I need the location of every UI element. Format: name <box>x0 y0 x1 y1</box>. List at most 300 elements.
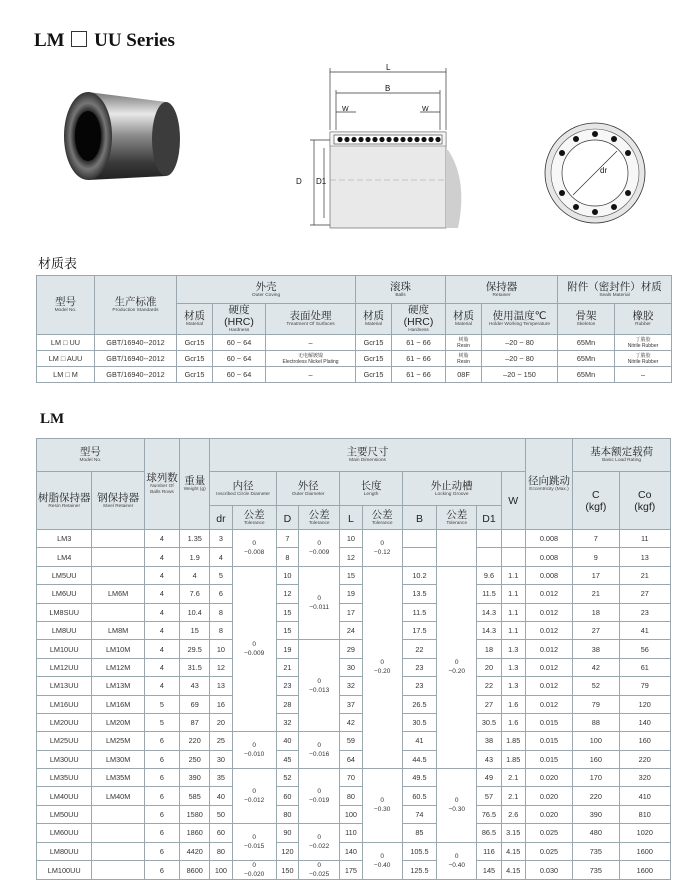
mat-balls-header: 滚珠 Balls <box>356 276 446 304</box>
lm-cell-W <box>501 530 525 548</box>
bearing-photo <box>58 80 192 190</box>
lm-cell-dr: 3 <box>210 530 232 548</box>
mat-cell-c_mat: Gcr15 <box>177 367 213 383</box>
lm-cell-e: 0.030 <box>525 861 572 880</box>
lm-cell-e: 0.015 <box>525 713 572 731</box>
label-dr: dr <box>600 166 608 175</box>
title-suffix: UU Series <box>94 30 175 51</box>
lm-cell-n: 6 <box>144 769 179 787</box>
lm-cell-Co: 1020 <box>619 824 670 842</box>
lm-cell-r: LM6UU <box>37 585 92 603</box>
lm-cell-B: 85 <box>402 824 436 842</box>
placeholder-box-icon <box>71 31 87 47</box>
lm-cell-C: 735 <box>573 861 619 880</box>
lm-cell-D: 12 <box>276 585 298 603</box>
lm-cell-B: 11.5 <box>402 603 436 621</box>
lm-D1-header: D1 <box>477 506 501 530</box>
lm-cell-dr: 8 <box>210 603 232 621</box>
lm-cell-D1: 14.3 <box>477 621 501 639</box>
label-B: B <box>385 84 391 93</box>
lm-rows-header: 球列数 Number Of Balls Rows <box>144 439 179 530</box>
lm-B-header: B <box>402 506 436 530</box>
lm-cell-L: 32 <box>340 677 362 695</box>
mat-cell-skel: 65Mn <box>558 351 615 367</box>
mat-cell-std: GBT/16940--2012 <box>95 351 177 367</box>
lm-cell-s <box>92 566 144 584</box>
mat-cell-skel: 65Mn <box>558 335 615 351</box>
lm-table-row <box>37 658 671 676</box>
lm-table-row <box>37 677 671 695</box>
mat-cell-b_mat: Gcr15 <box>356 367 392 383</box>
lm-cell-r: LM4 <box>37 548 92 566</box>
lm-dr-tol-header: 公差 Tolerance <box>232 506 276 530</box>
lm-cell-w: 29.5 <box>180 640 210 658</box>
mat-cell-r_mat: 08F <box>446 367 482 383</box>
lm-cell-s <box>92 548 144 566</box>
lm-weight-header: 重量 Weight (g) <box>180 439 210 530</box>
lm-cell-w: 1.35 <box>180 530 210 548</box>
lm-cell-n: 6 <box>144 861 179 880</box>
label-W1: W <box>342 106 349 113</box>
lm-cell-r: LM13UU <box>37 677 92 695</box>
lm-cell-Co: 11 <box>619 530 670 548</box>
lm-cell-D1: 18 <box>477 640 501 658</box>
tolerance-L: 0 −0.20 <box>362 566 402 768</box>
mat-subheader-5: 材质 Material <box>446 304 482 335</box>
lm-cell-W: 3.15 <box>501 824 525 842</box>
lm-cell-w: 8600 <box>180 861 210 880</box>
lm-table-row <box>37 640 671 658</box>
mat-cell-rub: – <box>615 367 672 383</box>
tolerance-dr: 0 −0.008 <box>232 530 276 567</box>
material-row <box>37 351 672 367</box>
lm-cell-D1: 27 <box>477 695 501 713</box>
lm-cell-dr: 10 <box>210 640 232 658</box>
lm-cell-dr: 16 <box>210 695 232 713</box>
lm-dr-header: dr <box>210 506 232 530</box>
mat-subheader-4: 硬度 (HRC) Hardness <box>392 304 446 335</box>
lm-C-header: C (kgf) <box>573 472 619 530</box>
lm-cell-Co: 320 <box>619 769 670 787</box>
lm-cell-L: 80 <box>340 787 362 805</box>
tolerance-D: 0 −0.016 <box>299 732 340 769</box>
lm-cell-Co: 160 <box>619 732 670 750</box>
lm-cell-D1: 9.6 <box>477 566 501 584</box>
lm-cell-s <box>92 861 144 880</box>
lm-cell-W: 4.15 <box>501 861 525 880</box>
lm-cell-r: LM10UU <box>37 640 92 658</box>
lm-Co-header: Co (kgf) <box>619 472 670 530</box>
lm-L-tol-header: 公差 Tolerance <box>362 506 402 530</box>
lm-table-row <box>37 603 671 621</box>
lm-cell-D: 60 <box>276 787 298 805</box>
lm-cell-n: 6 <box>144 732 179 750</box>
lm-cell-e: 0.012 <box>525 658 572 676</box>
mat-cell-c_treat: 无电解镀镍 Electroless Nickel Plating <box>266 351 356 367</box>
lm-cell-dr: 40 <box>210 787 232 805</box>
lm-cell-s: LM12M <box>92 658 144 676</box>
mat-cell-std: GBT/16940--2012 <box>95 367 177 383</box>
lm-cell-B: 41 <box>402 732 436 750</box>
lm-cell-r: LM60UU <box>37 824 92 842</box>
lm-cell-C: 27 <box>573 621 619 639</box>
mat-cell-r_temp: –20 ~ 150 <box>482 367 558 383</box>
lm-cell-n: 5 <box>144 713 179 731</box>
lm-cell-L: 70 <box>340 769 362 787</box>
mat-cell-b_hrc: 61 ~ 66 <box>392 367 446 383</box>
lm-cell-s: LM16M <box>92 695 144 713</box>
lm-cell-D: 40 <box>276 732 298 750</box>
mat-retainer-header: 保持器 Retainer <box>446 276 558 304</box>
lm-cell-e: 0.008 <box>525 530 572 548</box>
lm-resin-header: 树脂保持器 Resin Retainer <box>37 472 92 530</box>
lm-cell-n: 4 <box>144 677 179 695</box>
lm-cell-n: 4 <box>144 640 179 658</box>
lm-cell-e: 0.012 <box>525 640 572 658</box>
tolerance-B: 0 −0.40 <box>437 842 477 879</box>
lm-table-row <box>37 695 671 713</box>
lm-cell-L: 10 <box>340 530 362 548</box>
lm-cell-dr: 5 <box>210 566 232 584</box>
lm-cell-s: LM35M <box>92 769 144 787</box>
lm-D-tol-header: 公差 Tolerance <box>299 506 340 530</box>
lm-cell-B: 23 <box>402 677 436 695</box>
lm-cell-Co: 79 <box>619 677 670 695</box>
lm-cell-W: 2.1 <box>501 787 525 805</box>
lm-dimension-table <box>36 438 671 880</box>
lm-cell-e: 0.020 <box>525 787 572 805</box>
lm-cell-D1: 145 <box>477 861 501 880</box>
lm-cell-n: 4 <box>144 585 179 603</box>
lm-cell-D1: 57 <box>477 787 501 805</box>
lm-cell-s: LM13M <box>92 677 144 695</box>
lm-cell-L: 140 <box>340 842 362 860</box>
lm-B-tol-header: 公差 Tolerance <box>437 506 477 530</box>
lm-cell-Co: 120 <box>619 695 670 713</box>
lm-cell-C: 42 <box>573 658 619 676</box>
tolerance-dr: 0 −0.015 <box>232 824 276 861</box>
lm-model-header: 型号 Model No. <box>37 439 145 472</box>
mat-cell-model: LM □ UU <box>37 335 95 351</box>
lm-cell-dr: 25 <box>210 732 232 750</box>
lm-cell-B <box>402 548 436 566</box>
lm-cell-D1: 11.5 <box>477 585 501 603</box>
lm-cell-D1: 76.5 <box>477 805 501 823</box>
lm-cell-e: 0.025 <box>525 842 572 860</box>
lm-cell-Co: 41 <box>619 621 670 639</box>
lm-cell-s: LM10M <box>92 640 144 658</box>
lm-L-header: L <box>340 506 362 530</box>
lm-cell-s <box>92 805 144 823</box>
lm-cell-r: LM5UU <box>37 566 92 584</box>
lm-cell-dr: 30 <box>210 750 232 768</box>
lm-steel-header: 钢保持器 Steel Retainer <box>92 472 144 530</box>
tolerance-D: 0 −0.019 <box>299 769 340 824</box>
mat-model-header: 型号 Model No. <box>37 276 95 335</box>
lm-cell-D1: 14.3 <box>477 603 501 621</box>
lm-table-row <box>37 548 671 566</box>
lm-cell-D1: 22 <box>477 677 501 695</box>
lm-cell-C: 17 <box>573 566 619 584</box>
lm-cell-C: 100 <box>573 732 619 750</box>
mat-cover-header: 外壳 Outer Coving <box>177 276 356 304</box>
lm-cell-dr: 50 <box>210 805 232 823</box>
lm-cell-D1: 20 <box>477 658 501 676</box>
lm-cell-r: LM80UU <box>37 842 92 860</box>
mat-cell-model: LM □ M <box>37 367 95 383</box>
lm-cell-s: LM20M <box>92 713 144 731</box>
lm-cell-dr: 6 <box>210 585 232 603</box>
lm-cell-C: 52 <box>573 677 619 695</box>
lm-table-row <box>37 750 671 768</box>
lm-cell-L: 17 <box>340 603 362 621</box>
lm-cell-e: 0.008 <box>525 566 572 584</box>
lm-cell-dr: 35 <box>210 769 232 787</box>
lm-cell-r: LM12UU <box>37 658 92 676</box>
lm-cell-L: 100 <box>340 805 362 823</box>
lm-cell-D: 23 <box>276 677 298 695</box>
lm-cell-D: 19 <box>276 640 298 658</box>
lm-cell-Co: 220 <box>619 750 670 768</box>
lm-cell-D: 21 <box>276 658 298 676</box>
lm-cell-r: LM8SUU <box>37 603 92 621</box>
lm-cell-B: 60.5 <box>402 787 436 805</box>
lm-cell-L: 64 <box>340 750 362 768</box>
lm-cell-r: LM30UU <box>37 750 92 768</box>
mat-cell-c_treat: – <box>266 335 356 351</box>
material-row <box>37 367 672 383</box>
lm-cell-C: 9 <box>573 548 619 566</box>
lm-table-row <box>37 787 671 805</box>
lm-cell-r: LM35UU <box>37 769 92 787</box>
lm-cell-dr: 4 <box>210 548 232 566</box>
lm-cell-n: 4 <box>144 621 179 639</box>
lm-cell-n: 6 <box>144 750 179 768</box>
lm-W-header: W <box>501 472 525 530</box>
lm-table-row <box>37 805 671 823</box>
lm-cell-C: 79 <box>573 695 619 713</box>
lm-cell-dr: 60 <box>210 824 232 842</box>
mat-cell-b_hrc: 61 ~ 66 <box>392 351 446 367</box>
lm-cell-W: 1.1 <box>501 585 525 603</box>
tolerance-L: 0 −0.40 <box>362 842 402 879</box>
lm-cell-n: 4 <box>144 566 179 584</box>
lm-cell-L: 30 <box>340 658 362 676</box>
lm-cell-B: 17.5 <box>402 621 436 639</box>
lm-cell-W: 1.1 <box>501 621 525 639</box>
lm-cell-Co: 1600 <box>619 861 670 880</box>
lm-cell-w: 87 <box>180 713 210 731</box>
lm-cell-Co: 13 <box>619 548 670 566</box>
mat-cell-r_mat: 树脂 Resin <box>446 335 482 351</box>
tolerance-dr: 0 −0.010 <box>232 732 276 769</box>
label-W2: W <box>422 106 429 113</box>
lm-cell-dr: 80 <box>210 842 232 860</box>
mat-cell-rub: 丁腈胶 Nitrile Rubber <box>615 335 672 351</box>
lm-cell-e: 0.025 <box>525 824 572 842</box>
mat-cell-model: LM □ AUU <box>37 351 95 367</box>
lm-cell-C: 735 <box>573 842 619 860</box>
lm-cell-W <box>501 548 525 566</box>
lm-cell-C: 18 <box>573 603 619 621</box>
lm-eccentricity-header: 径向跳动 Eccentricity (Max.) <box>525 439 572 530</box>
label-D: D <box>296 177 302 186</box>
side-section-drawing <box>268 60 498 230</box>
tolerance-D: 0 −0.009 <box>299 530 340 567</box>
lm-cell-Co: 140 <box>619 713 670 731</box>
lm-cell-B: 30.5 <box>402 713 436 731</box>
tolerance-dr: 0 −0.020 <box>232 861 276 880</box>
lm-cell-w: 7.6 <box>180 585 210 603</box>
lm-cell-L: 12 <box>340 548 362 566</box>
lm-cell-W: 1.3 <box>501 640 525 658</box>
mat-cell-r_temp: –20 ~ 80 <box>482 335 558 351</box>
lm-cell-B: 10.2 <box>402 566 436 584</box>
mat-cell-r_temp: –20 ~ 80 <box>482 351 558 367</box>
lm-cell-Co: 1600 <box>619 842 670 860</box>
mat-subheader-7: 骨架 Skeleton <box>558 304 615 335</box>
lm-cell-n: 5 <box>144 695 179 713</box>
lm-cell-B: 26.5 <box>402 695 436 713</box>
lm-cell-B: 49.5 <box>402 769 436 787</box>
lm-cell-Co: 410 <box>619 787 670 805</box>
lm-table-row <box>37 732 671 750</box>
lm-cell-w: 1860 <box>180 824 210 842</box>
lm-main-dim-header: 主要尺寸 Main Dimensions <box>210 439 525 472</box>
lm-table-row <box>37 824 671 842</box>
page-title <box>34 30 175 52</box>
lm-cell-e: 0.012 <box>525 695 572 713</box>
lm-cell-B: 105.5 <box>402 842 436 860</box>
lm-cell-Co: 61 <box>619 658 670 676</box>
tolerance-B: 0 −0.30 <box>437 769 477 843</box>
tolerance-dr: 0 −0.009 <box>232 566 276 732</box>
lm-cell-B: 74 <box>402 805 436 823</box>
lm-cell-n: 6 <box>144 787 179 805</box>
lm-cell-D1: 86.5 <box>477 824 501 842</box>
tolerance-dr: 0 −0.012 <box>232 769 276 824</box>
lm-cell-B: 44.5 <box>402 750 436 768</box>
lm-inner-header: 内径 Inscribed Circle Diameter <box>210 472 277 506</box>
mat-cell-c_hrc: 60 ~ 64 <box>213 351 266 367</box>
lm-cell-r: LM16UU <box>37 695 92 713</box>
lm-cell-s <box>92 603 144 621</box>
lm-cell-e: 0.015 <box>525 750 572 768</box>
lm-cell-L: 15 <box>340 566 362 584</box>
tolerance-D: 0 −0.011 <box>299 566 340 640</box>
mat-cell-std: GBT/16940--2012 <box>95 335 177 351</box>
tolerance-L: 0 −0.12 <box>362 530 402 567</box>
lm-cell-W: 1.1 <box>501 566 525 584</box>
lm-cell-W: 1.6 <box>501 695 525 713</box>
lm-cell-e: 0.008 <box>525 548 572 566</box>
lm-cell-Co: 21 <box>619 566 670 584</box>
lm-cell-dr: 13 <box>210 677 232 695</box>
lm-cell-L: 59 <box>340 732 362 750</box>
lm-cell-s: LM25M <box>92 732 144 750</box>
mat-subheader-6: 使用温度℃ Holder Working Temperature <box>482 304 558 335</box>
lm-cell-D1 <box>477 530 501 548</box>
mat-cell-c_hrc: 60 ~ 64 <box>213 367 266 383</box>
tolerance-D: 0 −0.022 <box>299 824 340 861</box>
lm-cell-B: 125.5 <box>402 861 436 880</box>
lm-cell-Co: 810 <box>619 805 670 823</box>
tolerance-B: 0 −0.20 <box>437 566 477 768</box>
lm-cell-W: 4.15 <box>501 842 525 860</box>
lm-cell-e: 0.015 <box>525 732 572 750</box>
lm-cell-D: 7 <box>276 530 298 548</box>
material-table <box>36 275 672 383</box>
lm-cell-W: 1.3 <box>501 677 525 695</box>
lm-cell-D1: 38 <box>477 732 501 750</box>
lm-outer-header: 外径 Outer Diameter <box>276 472 339 506</box>
lm-cell-e: 0.012 <box>525 621 572 639</box>
lm-cell-w: 390 <box>180 769 210 787</box>
lm-cell-C: 220 <box>573 787 619 805</box>
label-D1: D1 <box>316 177 327 186</box>
lm-cell-W: 2.6 <box>501 805 525 823</box>
lm-cell-D: 52 <box>276 769 298 787</box>
lm-cell-W: 1.1 <box>501 603 525 621</box>
title-prefix: LM <box>34 30 65 51</box>
lm-cell-w: 43 <box>180 677 210 695</box>
mat-subheader-2: 表面处理 Treatment Of Surfaces <box>266 304 356 335</box>
mat-cell-c_hrc: 60 ~ 64 <box>213 335 266 351</box>
lm-table-row <box>37 585 671 603</box>
lm-cell-L: 175 <box>340 861 362 880</box>
lm-cell-D: 32 <box>276 713 298 731</box>
lm-length-header: 长度 Length <box>340 472 402 506</box>
lm-D-header: D <box>276 506 298 530</box>
mat-cell-rub: 丁腈胶 Nitrile Rubber <box>615 351 672 367</box>
mat-cell-c_mat: Gcr15 <box>177 335 213 351</box>
mat-seal-header: 附件（密封件）材质 Seals Material <box>558 276 672 304</box>
lm-cell-L: 42 <box>340 713 362 731</box>
lm-cell-n: 4 <box>144 603 179 621</box>
tolerance-D: 0 −0.025 <box>299 861 340 880</box>
tolerance-D: 0 −0.013 <box>299 640 340 732</box>
lm-cell-n: 6 <box>144 842 179 860</box>
lm-cell-D1: 116 <box>477 842 501 860</box>
mat-cell-skel: 65Mn <box>558 367 615 383</box>
lm-cell-s <box>92 530 144 548</box>
lm-table-row <box>37 530 671 548</box>
lm-table-row <box>37 769 671 787</box>
mat-subheader-1: 硬度 (HRC) Hardness <box>213 304 266 335</box>
lm-cell-e: 0.020 <box>525 769 572 787</box>
lm-cell-w: 220 <box>180 732 210 750</box>
lm-cell-D: 150 <box>276 861 298 880</box>
lm-cell-L: 19 <box>340 585 362 603</box>
lm-cell-r: LM3 <box>37 530 92 548</box>
lm-cell-s: LM8M <box>92 621 144 639</box>
lm-table-row <box>37 842 671 860</box>
lm-cell-W: 1.6 <box>501 713 525 731</box>
lm-cell-D1: 43 <box>477 750 501 768</box>
mat-cell-c_mat: Gcr15 <box>177 351 213 367</box>
lm-cell-n: 4 <box>144 548 179 566</box>
lm-cell-r: LM8UU <box>37 621 92 639</box>
lm-cell-C: 38 <box>573 640 619 658</box>
lm-cell-B: 22 <box>402 640 436 658</box>
lm-cell-D: 15 <box>276 603 298 621</box>
lm-cell-n: 6 <box>144 805 179 823</box>
lm-cell-C: 480 <box>573 824 619 842</box>
lm-cell-r: LM40UU <box>37 787 92 805</box>
lm-cell-W: 1.3 <box>501 658 525 676</box>
lm-cell-L: 110 <box>340 824 362 842</box>
lm-cell-D1: 49 <box>477 769 501 787</box>
